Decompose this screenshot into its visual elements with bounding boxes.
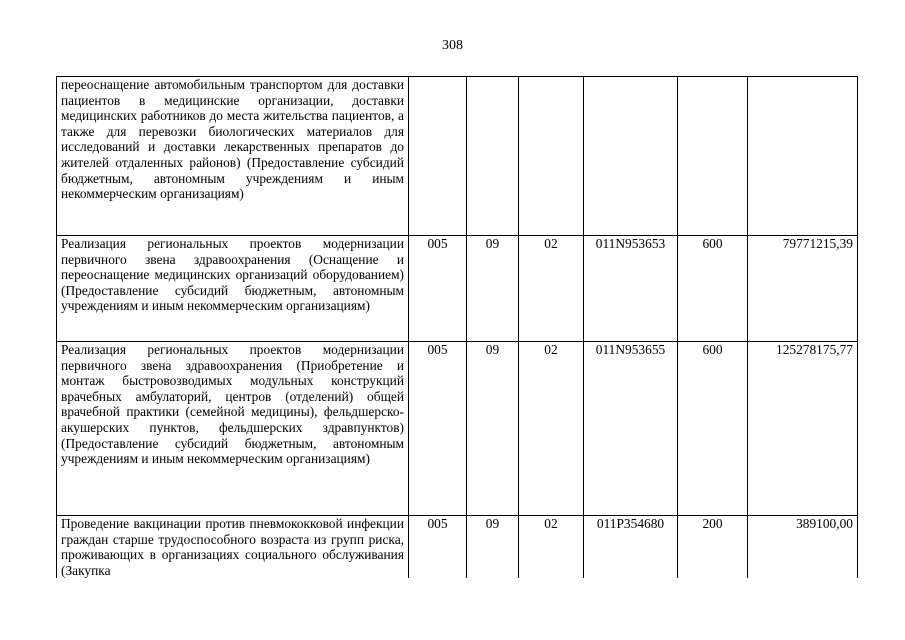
table-row: [57, 342, 858, 516]
page-number: 308: [442, 38, 463, 53]
row-description: Реализация региональных проектов модернизации первичного звена здравоохранения (Оснащение и переоснащение медицинских организаций оборудованием) (Предоставление субсидий бюджетным, автономным учреждениям и иным некоммерческим организациям): [57, 236, 409, 342]
section-code: 09: [467, 236, 519, 342]
ministry-code: 005: [409, 342, 467, 516]
target-item-code: 011N953653: [584, 236, 678, 342]
target-item-code: 011P354680: [584, 516, 678, 579]
expense-type-code: 200: [678, 516, 748, 579]
row-description: Проведение вакцинации против пневмококковой инфекции граждан старше трудоспособного возраста из групп риска, проживающих в организациях социального обслуживания (Закупка: [61, 516, 404, 578]
expense-type-code: [678, 77, 748, 236]
section-code: 09: [467, 516, 519, 579]
amount-value: 389100,00: [748, 516, 858, 579]
ministry-code: 005: [409, 516, 467, 579]
table-row: [57, 236, 858, 342]
expense-type-code: 600: [678, 342, 748, 516]
target-item-code: [584, 77, 678, 236]
row-description: Реализация региональных проектов модернизации первичного звена здравоохранения (Приобретение и монтаж быстровозводимых модульных конструкций врачебных амбулаторий, центров (отделений) общей врачебной практики (семейной медицины), фельдшерско-акушерских пунктов, фельдшерских здравпунктов) (Предоставление субсидий бюджетным, автономным учреждениям и иным некоммерческим организациям): [57, 342, 409, 516]
section-code: 09: [467, 342, 519, 516]
section-code: [467, 77, 519, 236]
subsection-code: 02: [519, 236, 584, 342]
ministry-code: 005: [409, 236, 467, 342]
target-item-code: 011N953655: [584, 342, 678, 516]
row-description: переоснащение автомобильным транспортом для доставки пациентов в медицинские организации, доставки медицинских работников до места жительства пациентов, а также для перевозки биологических материалов для исследований и доставки лекарственных препаратов до жителей отдаленных районов) (Предоставление субсидий бюджетным, автономным учреждениям и иным некоммерческим организациям): [57, 77, 409, 236]
subsection-code: 02: [519, 516, 584, 579]
subsection-code: [519, 77, 584, 236]
amount-value: [748, 77, 858, 236]
row-description-cell: [57, 516, 409, 579]
amount-value: 125278175,77: [748, 342, 858, 516]
subsection-code: 02: [519, 342, 584, 516]
table-row: [57, 77, 858, 236]
table-row: [57, 516, 858, 579]
budget-table: [56, 76, 858, 578]
expense-type-code: 600: [678, 236, 748, 342]
ministry-code: [409, 77, 467, 236]
amount-value: 79771215,39: [748, 236, 858, 342]
